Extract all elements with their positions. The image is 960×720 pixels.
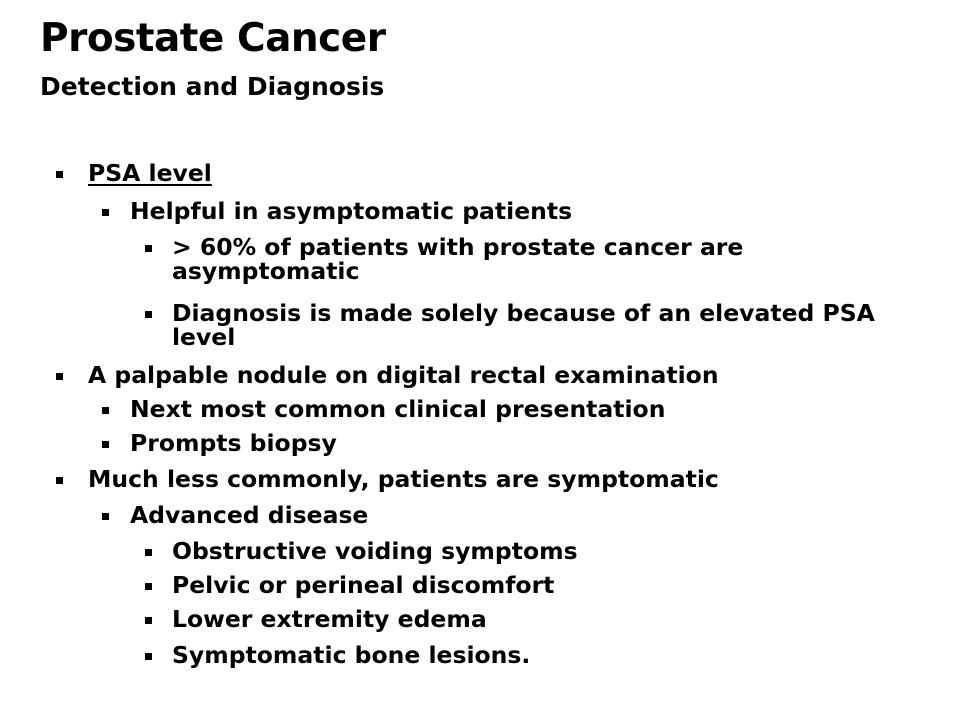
bullet-elevated-psa (172, 299, 932, 351)
bullet-symptomatic (88, 465, 888, 493)
bullet-text: Prompts biopsy (130, 429, 337, 457)
bullet-60-percent (172, 233, 932, 285)
bullet-psa-level (88, 159, 888, 187)
square-bullet-icon (56, 171, 63, 178)
bullet-bone-lesions (172, 641, 932, 669)
bullet-prompts-biopsy (130, 429, 890, 457)
bullet-pelvic-discomfort (172, 571, 932, 599)
bullet-text: Pelvic or perineal discomfort (172, 571, 555, 599)
square-bullet-icon (102, 513, 109, 520)
bullet-text: Obstructive voiding symptoms (172, 537, 578, 565)
square-bullet-icon (145, 245, 152, 252)
bullet-obstructive-voiding (172, 537, 932, 565)
bullet-text-line-1: > 60% of patients with prostate cancer are (172, 233, 744, 261)
square-bullet-icon (102, 441, 109, 448)
bullet-palpable-nodule (88, 361, 888, 389)
square-bullet-icon (102, 209, 109, 216)
bullet-text: Symptomatic bone lesions. (172, 641, 531, 669)
square-bullet-icon (145, 583, 152, 590)
slide-title: Prostate Cancer (40, 16, 386, 61)
bullet-text-line-2: level (172, 322, 236, 351)
bullet-text: Helpful in asymptomatic patients (130, 197, 573, 225)
square-bullet-icon (145, 311, 152, 318)
bullet-text: Lower extremity edema (172, 605, 487, 633)
bullet-text: Next most common clinical presentation (130, 395, 666, 423)
square-bullet-icon (102, 407, 109, 414)
square-bullet-icon (145, 653, 152, 660)
bullet-text-line-2: asymptomatic (172, 256, 360, 285)
square-bullet-icon (56, 373, 63, 380)
square-bullet-icon (145, 617, 152, 624)
slide-subtitle: Detection and Diagnosis (40, 72, 385, 101)
bullet-helpful-asymptomatic (130, 197, 890, 225)
bullet-text: A palpable nodule on digital rectal examination (88, 361, 719, 389)
square-bullet-icon (56, 477, 63, 484)
bullet-text: Advanced disease (130, 501, 369, 529)
square-bullet-icon (145, 549, 152, 556)
bullet-text: Much less commonly, patients are symptomatic (88, 465, 719, 493)
bullet-text-line-1: Diagnosis is made solely because of an elevated PSA (172, 299, 875, 327)
bullet-advanced-disease (130, 501, 890, 529)
bullet-text: PSA level (88, 159, 212, 187)
bullet-lower-extremity-edema (172, 605, 932, 633)
bullet-next-common (130, 395, 890, 423)
